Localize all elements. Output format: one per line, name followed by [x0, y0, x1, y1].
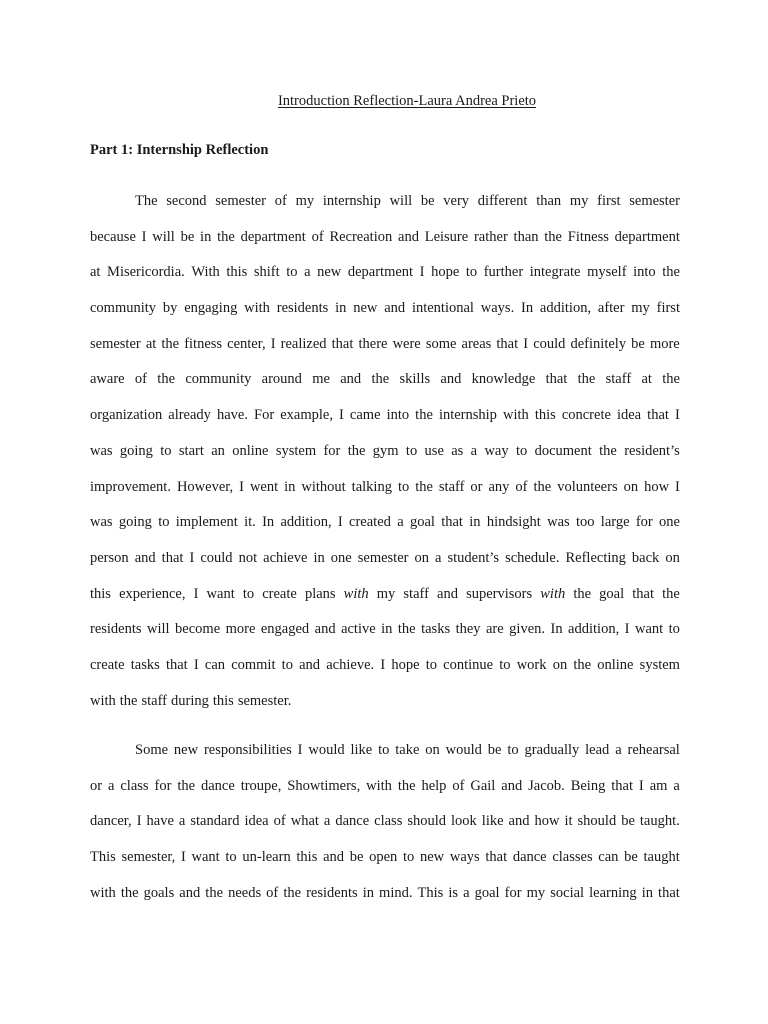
- paragraph-line: semester at the fitness center, I realized that there were some areas that I could definitely be more: [90, 335, 680, 352]
- paragraph-2: [90, 742, 680, 920]
- document-title: Introduction Reflection-Laura Andrea Prieto: [277, 93, 537, 109]
- paragraph-line: because I will be in the department of Recreation and Leisure rather than the Fitness department: [90, 228, 680, 245]
- paragraph-1: [90, 193, 680, 728]
- paragraph-line: was going to start an online system for the gym to use as a way to document the resident’s: [90, 442, 680, 459]
- section-heading: Part 1: Internship Reflection: [90, 142, 269, 158]
- paragraph-line: This semester, I want to un-learn this and be open to new ways that dance classes can be taught: [90, 849, 680, 866]
- paragraph-line: with the goals and the needs of the residents in mind. This is a goal for my social learning in that: [90, 884, 680, 901]
- paragraph-line: organization already have. For example, I came into the internship with this concrete idea that I: [90, 407, 680, 424]
- paragraph-line: aware of the community around me and the skills and knowledge that the staff at the: [90, 371, 680, 388]
- paragraph-line: dancer, I have a standard idea of what a dance class should look like and how it should be taught.: [90, 813, 680, 830]
- paragraph-line: create tasks that I can commit to and achieve. I hope to continue to work on the online system: [90, 656, 680, 673]
- paragraph-line: this experience, I want to create plans with my staff and supervisors with the goal that the: [90, 585, 680, 602]
- paragraph-line: Some new responsibilities I would like to take on would be to gradually lead a rehearsal: [135, 742, 680, 758]
- paragraph-line: at Misericordia. With this shift to a new department I hope to further integrate myself into the: [90, 264, 680, 281]
- paragraph-line: improvement. However, I went in without talking to the staff or any of the volunteers on how I: [90, 478, 680, 495]
- paragraph-line: was going to implement it. In addition, I created a goal that in hindsight was too large for one: [90, 514, 680, 531]
- paragraph-line: person and that I could not achieve in one semester on a student’s schedule. Reflecting back on: [90, 549, 680, 566]
- paragraph-line: The second semester of my internship will be very different than my first semester: [135, 193, 680, 209]
- paragraph-line: community by engaging with residents in new and intentional ways. In addition, after my first: [90, 300, 680, 317]
- paragraph-line: residents will become more engaged and active in the tasks they are given. In addition, I want to: [90, 621, 680, 638]
- paragraph-line: with the staff during this semester.: [90, 692, 292, 709]
- paragraph-line: or a class for the dance troupe, Showtimers, with the help of Gail and Jacob. Being that I am a: [90, 777, 680, 794]
